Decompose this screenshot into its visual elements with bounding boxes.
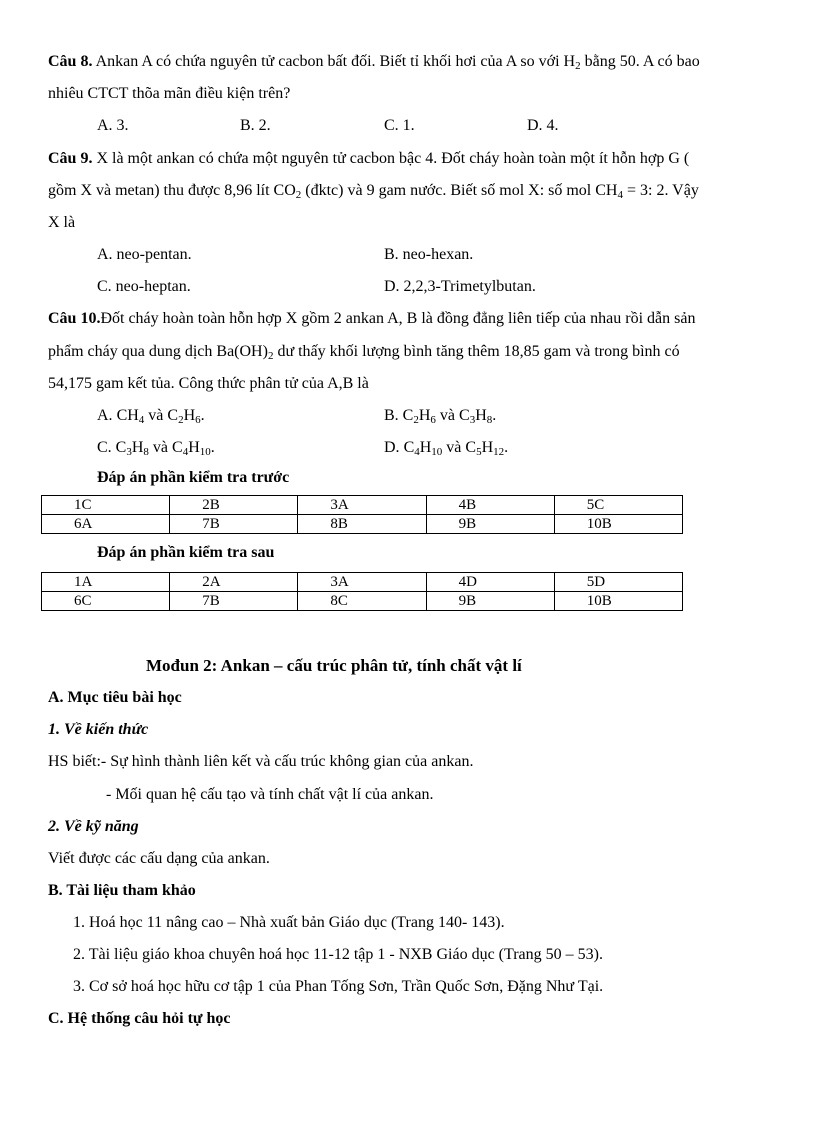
table-row [42,573,683,592]
question-10-option-d: D. $C_4H_{10}$ và $C_5H_{12}$. [384,439,509,458]
question-8-line-1: Câu 8. Ankan A có chứa nguyên tử cacbon bất đối. Biết tỉ khối hơi của A so với $H_2$ bằng 50. A có bao [48,53,700,72]
question-9-option-c: C. neo-heptan. [97,278,191,295]
question-10-label: Câu 10. [48,310,101,327]
question-9-option-a: A. neo-pentan. [97,246,192,263]
question-8-option-c: C. 1. [384,117,415,134]
reference-item-3: 3. Cơ sở hoá học hữu cơ tập 1 của Phan Tống Sơn, Trần Quốc Sơn, Đặng Như Tại. [73,978,604,995]
answers-after-table [41,572,683,611]
question-9-line-2: gồm X và metan) thu được 8,96 lít $CO_2$ (đktc) và 9 gam nước. Biết số mol X: số mol $CH_4 = 3$: 2. Vậy [48,182,699,201]
knowledge-item-1: HS biết:- Sự hình thành liên kết và cấu trúc không gian của ankan. [48,753,474,770]
question-9-option-d: D. 2,2,3-Trimetylbutan. [384,278,536,295]
question-10-line-3: 54,175 gam kết tủa. Công thức phân tử của A,B là [48,375,369,392]
question-8-option-a: A. 3. [97,117,129,134]
table-cell: 7B [170,592,298,611]
table-cell: 5D [554,573,682,592]
knowledge-heading: 1. Về kiến thức [48,721,149,738]
skill-heading: 2. Về kỹ năng [48,818,139,835]
question-10-option-a: A. $CH_4$ và $C_2H_6$. [97,407,205,426]
section-b-heading: B. Tài liệu tham khảo [48,882,196,899]
answers-before-title: Đáp án phần kiểm tra trước [97,469,290,486]
table-cell: 2B [170,496,298,515]
question-9-option-b: B. neo-hexan. [384,246,474,263]
question-8-option-d: D. 4. [527,117,559,134]
question-10-line-2: phẩm cháy qua dung dịch $Ba(OH)_2$ dư thấy khối lượng bình tăng thêm 18,85 gam và trong bình có [48,343,680,362]
table-row [42,592,683,611]
reference-item-1: 1. Hoá học 11 nâng cao – Nhà xuất bản Giáo dục (Trang 140- 143). [73,914,505,931]
table-cell: 4D [426,573,554,592]
table-cell: 9B [426,515,554,534]
skill-item-1: Viết được các cấu dạng của ankan. [48,850,270,867]
table-cell: 3A [298,496,426,515]
question-10-line-1: Câu 10.Đốt cháy hoàn toàn hỗn hợp X gồm 2 ankan A, B là đồng đẳng liên tiếp của nhau rồi dẫn sản [48,310,696,327]
table-cell: 3A [298,573,426,592]
question-10-option-b: B. $C_2H_6$ và $C_3H_8$. [384,407,497,426]
table-cell: 8C [298,592,426,611]
table-row [42,496,683,515]
table-cell: 9B [426,592,554,611]
question-8-label: Câu 8. [48,53,93,70]
table-cell: 6C [42,592,170,611]
question-9-label: Câu 9. [48,150,93,167]
section-a-heading: A. Mục tiêu bài học [48,689,182,706]
question-10-option-c: C. $C_3H_8$ và $C_4H_{10}$. [97,439,215,458]
question-8-line-2: nhiêu CTCT thõa mãn điều kiện trên? [48,85,291,102]
table-cell: 8B [298,515,426,534]
table-cell: 10B [554,515,682,534]
table-cell: 6A [42,515,170,534]
table-cell: 2A [170,573,298,592]
answers-after-title: Đáp án phần kiểm tra sau [97,544,275,561]
question-9-line-1: Câu 9. X là một ankan có chứa một nguyên tử cacbon bậc 4. Đốt cháy hoàn toàn một ít hỗn hợp G ( [48,150,690,167]
table-cell: 5C [554,496,682,515]
table-row [42,515,683,534]
question-9-line-3: X là [48,214,76,231]
knowledge-item-2: - Mối quan hệ cấu tạo và tính chất vật lí của ankan. [106,786,434,803]
table-cell: 1C [42,496,170,515]
module-title: Mođun 2: Ankan – cấu trúc phân tử, tính chất vật lí [146,656,522,675]
reference-item-2: 2. Tài liệu giáo khoa chuyên hoá học 11-12 tập 1 - NXB Giáo dục (Trang 50 – 53). [73,946,603,963]
table-cell: 1A [42,573,170,592]
section-c-heading: C. Hệ thống câu hỏi tự học [48,1010,231,1027]
table-cell: 4B [426,496,554,515]
question-8-option-b: B. 2. [240,117,271,134]
table-cell: 10B [554,592,682,611]
table-cell: 7B [170,515,298,534]
answers-before-table [41,495,683,534]
